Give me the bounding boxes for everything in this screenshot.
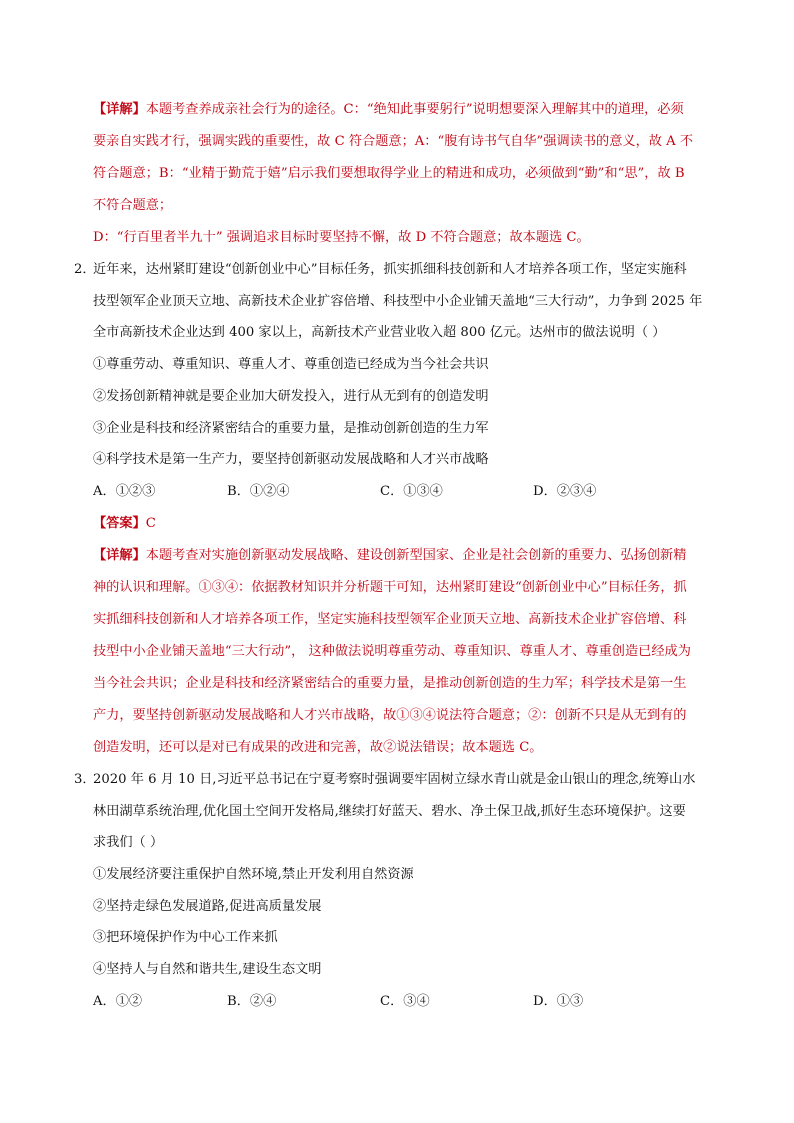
question-stem: 近年来，达州紧盯建设“创新创业中心”目标任务，抓实抓细科技创新和人才培养各项工作，坚定实施科 — [93, 262, 687, 277]
question-number: 2． — [74, 262, 96, 277]
option-d: D．①③ — [533, 994, 584, 1009]
question-stem: 林田湖草系统治理,优化国土空间开发格局,继续打好蓝天、碧水、净土保卫战,抓好生态环境保护。这要 — [93, 804, 686, 819]
detail-text: 本题考查养成亲社会行为的途径。C：“绝知此事要躬行”说明想要深入理解其中的道理，必须 — [145, 102, 684, 117]
option-b: B．②④ — [227, 994, 277, 1009]
question-stem: 2020 年 6 月 10 日,习近平总书记在宁夏考察时强调要牢固树立绿水青山就是金山银山的理念,统筹山水 — [93, 772, 696, 787]
detail-line: 神的认识和理解。①③④：依据教材知识并分析题干可知，达州紧盯建设“创新创业中心”目标任务，抓 — [93, 580, 687, 595]
detail-line — [93, 100, 684, 120]
answer-tag: 【答案】 — [93, 516, 146, 531]
statement: ②发扬创新精神就是要企业加大研发投入，进行从无到有的创造发明 — [93, 389, 489, 404]
option-d: D．②③④ — [533, 484, 597, 499]
question-number: 3． — [74, 772, 96, 787]
detail-line: 实抓细科技创新和人才培养各项工作，坚定实施科技型领军企业顶天立地、高新技术企业扩容倍增、科 — [93, 612, 687, 627]
option-a: A．①② — [93, 994, 143, 1009]
question-stem: 求我们（ ） — [93, 835, 164, 850]
statement: ④科学技术是第一生产力，要坚持创新驱动发展战略和人才兴市战略 — [93, 452, 489, 467]
detail-line: 符合题意；B：“业精于勤荒于嬉”启示我们要想取得学业上的精进和成功，必须做到“勤”和“思”，故 B — [93, 166, 685, 181]
detail-tag: 【详解】 — [93, 548, 146, 563]
option-b: B．①②④ — [227, 484, 290, 499]
detail-line: 当今社会共识；企业是科技和经济紧密结合的重要力量，是推动创新创造的生力军；科学技术是第一生 — [93, 676, 687, 691]
detail-line: D：“行百里者半九十” 强调追求目标时要坚持不懈，故 D 不符合题意；故本题选 C。 — [93, 230, 590, 245]
detail-line: 技型中小企业铺天盖地“三大行动”， 这种做法说明尊重劳动、尊重知识、尊重人才、尊重创造已经成为 — [93, 644, 691, 659]
answer-value: C — [145, 516, 156, 531]
statement: ④坚持人与自然和谐共生,建设生态文明 — [93, 962, 322, 977]
statement: ①尊重劳动、尊重知识、尊重人才、尊重创造已经成为当今社会共识 — [93, 357, 489, 372]
option-a: A．①②③ — [93, 484, 156, 499]
detail-line: 要亲自实践才行，强调实践的重要性，故 C 符合题意；A：“腹有诗书气自华”强调读书的意义，故 A 不 — [93, 134, 694, 149]
detail-line: 创造发明，还可以是对已有成果的改进和完善，故②说法错误；故本题选 C。 — [93, 740, 543, 755]
statement: ①发展经济要注重保护自然环境,禁止开发利用自然资源 — [93, 867, 414, 882]
detail-line: 产力，要坚持创新驱动发展战略和人才兴市战略，故①③④说法符合题意；②：创新不只是从无到有的 — [93, 708, 687, 723]
detail-tag: 【详解】 — [93, 102, 146, 117]
question-stem: 技型领军企业顶天立地、高新技术企业扩容倍增、科技型中小企业铺天盖地“三大行动”，力争到 2025 年 — [93, 294, 703, 309]
question-stem: 全市高新技术企业达到 400 家以上，高新技术产业营业收入超 800 亿元。达州市的做法说明（ ） — [93, 325, 666, 340]
option-c: C．③④ — [380, 994, 430, 1009]
detail-line — [93, 546, 686, 566]
option-c: C．①③④ — [380, 484, 443, 499]
statement: ②坚持走绿色发展道路,促进高质量发展 — [93, 899, 322, 914]
statement: ③把环境保护作为中心工作来抓 — [93, 930, 278, 945]
detail-text: 本题考查对实施创新驱动发展战略、建设创新型国家、企业是社会创新的重要力、弘扬创新精 — [145, 548, 687, 563]
answer-line — [93, 514, 156, 534]
statement: ③企业是科技和经济紧密结合的重要力量，是推动创新创造的生力军 — [93, 421, 489, 436]
detail-line: 不符合题意； — [93, 198, 173, 213]
